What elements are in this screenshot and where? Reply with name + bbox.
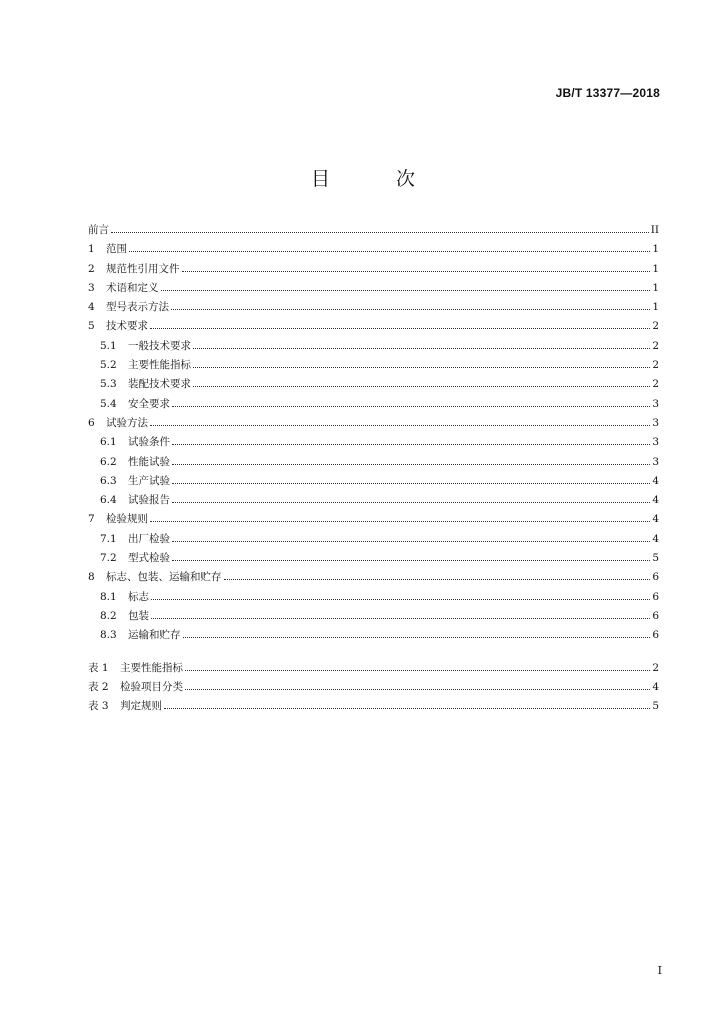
toc-entry-label: 检验项目分类 (120, 680, 183, 693)
toc-entry-number: 8.1 (100, 590, 117, 603)
toc-entry[interactable] (88, 607, 659, 626)
toc-entry-label: 范围 (106, 243, 127, 256)
toc-entry[interactable] (88, 549, 659, 568)
toc-entry-page: II (650, 224, 659, 236)
toc-entry[interactable] (88, 568, 659, 587)
toc-dot-leader (182, 271, 651, 272)
toc-entry-page: 2 (652, 339, 659, 352)
toc-entry[interactable] (88, 453, 659, 472)
toc-entry[interactable] (88, 433, 659, 452)
toc-entry-page: 1 (652, 301, 659, 314)
toc-entry-page: 6 (652, 609, 659, 622)
toc-entry-page: 5 (652, 700, 659, 713)
toc-entry-label: 试验条件 (128, 436, 170, 449)
toc-dot-leader (172, 464, 650, 465)
toc-entry-label: 型号表示方法 (106, 301, 169, 314)
toc-entry-label: 主要性能指标 (120, 661, 183, 674)
toc-entry-page: 4 (652, 474, 659, 487)
toc-dot-leader (172, 483, 650, 484)
toc-entry-label: 检验规则 (106, 513, 148, 526)
toc-entry-page: 2 (652, 320, 659, 333)
toc-dot-leader (151, 599, 650, 600)
toc-entries (88, 221, 659, 646)
toc-entry-label: 规范性引用文件 (106, 262, 180, 275)
toc-entry-label: 前言 (88, 224, 109, 236)
toc-entry[interactable] (88, 356, 659, 375)
toc-entry-page: 4 (652, 494, 659, 507)
toc-dot-leader (171, 309, 650, 310)
toc-entry[interactable] (88, 414, 659, 433)
toc-dot-leader (172, 444, 650, 445)
toc-dot-leader (164, 708, 650, 709)
toc-entry-number: 8.3 (100, 629, 117, 642)
toc-entry[interactable] (88, 588, 659, 607)
toc-entry-page: 4 (652, 680, 659, 693)
toc-entry[interactable] (88, 337, 659, 356)
toc-entry-page: 3 (652, 455, 659, 468)
toc-entry-number: 表 3 (88, 700, 109, 713)
toc-dot-leader (150, 425, 650, 426)
toc-entry-page: 2 (652, 378, 659, 391)
toc-entry-number: 6.4 (100, 494, 117, 507)
toc-entry-number: 5.2 (100, 359, 117, 372)
toc-entry-label: 试验方法 (106, 416, 148, 429)
toc-entry-page: 6 (652, 590, 659, 603)
toc-entry-label: 出厂检验 (128, 532, 170, 545)
toc-entry-number: 5.4 (100, 397, 117, 410)
toc-entry-label: 技术要求 (106, 320, 148, 333)
toc-dot-leader (172, 560, 650, 561)
toc-entry-number: 表 1 (88, 661, 109, 674)
toc-entry-page: 5 (652, 552, 659, 565)
toc-entry-number: 7.2 (100, 552, 117, 565)
toc-entry[interactable] (88, 626, 659, 645)
toc-entry-number: 8.2 (100, 609, 117, 622)
toc-entry-page: 6 (652, 629, 659, 642)
toc-entry-number: 8 (88, 571, 95, 584)
toc-dot-leader (150, 521, 650, 522)
toc-entry-number: 3 (88, 281, 95, 294)
toc-entry-page: 4 (652, 532, 659, 545)
toc-entry-label: 生产试验 (128, 474, 170, 487)
toc-entry-page: 1 (652, 243, 659, 256)
toc-dot-leader (172, 502, 650, 503)
toc-dot-leader (183, 637, 651, 638)
toc-entry-label: 试验报告 (128, 494, 170, 507)
toc-entry-label: 主要性能指标 (128, 359, 191, 372)
toc-entry[interactable] (88, 260, 659, 279)
page-title: 目 次 (310, 168, 446, 190)
toc-dot-leader (161, 290, 651, 291)
toc-entry[interactable] (88, 279, 659, 298)
toc-entry-number: 7.1 (100, 532, 117, 545)
toc-entry-number: 5.3 (100, 378, 117, 391)
toc-entry-number: 6.3 (100, 474, 117, 487)
toc-entry-page: 3 (652, 397, 659, 410)
standard-code: JB/T 13377—2018 (555, 86, 660, 100)
toc-entry[interactable] (88, 659, 659, 678)
toc-entry-label: 性能试验 (128, 455, 170, 468)
toc-entry-page: 3 (652, 416, 659, 429)
toc-dot-leader (151, 618, 650, 619)
toc-entry-label: 运输和贮存 (128, 629, 181, 642)
toc-table-list (88, 659, 659, 717)
toc-dot-leader (150, 328, 650, 329)
toc-entry-label: 标志、包装、运输和贮存 (106, 571, 222, 584)
toc-dot-leader (193, 367, 650, 368)
toc-entry-page: 2 (652, 661, 659, 674)
toc-entry[interactable] (88, 472, 659, 491)
toc-entry-number: 7 (88, 513, 95, 526)
toc-entry-number: 表 2 (88, 680, 109, 693)
toc-entry-number: 6.2 (100, 455, 117, 468)
toc-dot-leader (129, 251, 650, 252)
toc-entry-page: 6 (652, 571, 659, 584)
toc-entry-page: 1 (652, 281, 659, 294)
toc-dot-leader (111, 232, 649, 233)
toc-entry-number: 6.1 (100, 436, 117, 449)
toc-entry[interactable] (88, 221, 659, 240)
toc-entry-number: 2 (88, 262, 95, 275)
toc-entry-label: 判定规则 (120, 700, 162, 713)
toc-entry-number: 4 (88, 301, 95, 314)
toc-entry-number: 5 (88, 320, 95, 333)
toc-entry[interactable] (88, 375, 659, 394)
toc-entry-number: 5.1 (100, 339, 117, 352)
toc-entry-number: 6 (88, 416, 95, 429)
toc-dot-leader (185, 689, 650, 690)
toc-entry[interactable] (88, 510, 659, 529)
toc-dot-leader (224, 579, 651, 580)
toc-entry-label: 标志 (128, 590, 149, 603)
toc-entry-page: 4 (652, 513, 659, 526)
toc-entry[interactable] (88, 491, 659, 510)
toc-dot-leader (172, 541, 650, 542)
toc-entry-label: 安全要求 (128, 397, 170, 410)
toc-entry-page: 3 (652, 436, 659, 449)
toc-entry[interactable] (88, 530, 659, 549)
toc-dot-leader (172, 406, 650, 407)
table-of-contents (88, 221, 659, 716)
toc-entry[interactable] (88, 240, 659, 259)
toc-entry-page: 2 (652, 359, 659, 372)
toc-entry-label: 一般技术要求 (128, 339, 191, 352)
toc-entry-label: 包装 (128, 609, 149, 622)
toc-dot-leader (193, 348, 650, 349)
toc-dot-leader (193, 386, 650, 387)
toc-entry-label: 术语和定义 (106, 281, 159, 294)
page-number: I (657, 964, 662, 977)
toc-spacer (88, 646, 659, 659)
toc-entry-label: 装配技术要求 (128, 378, 191, 391)
toc-dot-leader (185, 670, 650, 671)
toc-entry[interactable] (88, 678, 659, 697)
toc-entry-number: 1 (88, 243, 95, 256)
toc-entry[interactable] (88, 317, 659, 336)
toc-entry-page: 1 (652, 262, 659, 275)
toc-entry-label: 型式检验 (128, 552, 170, 565)
toc-entry[interactable] (88, 697, 659, 716)
toc-entry[interactable] (88, 298, 659, 317)
toc-entry[interactable] (88, 395, 659, 414)
